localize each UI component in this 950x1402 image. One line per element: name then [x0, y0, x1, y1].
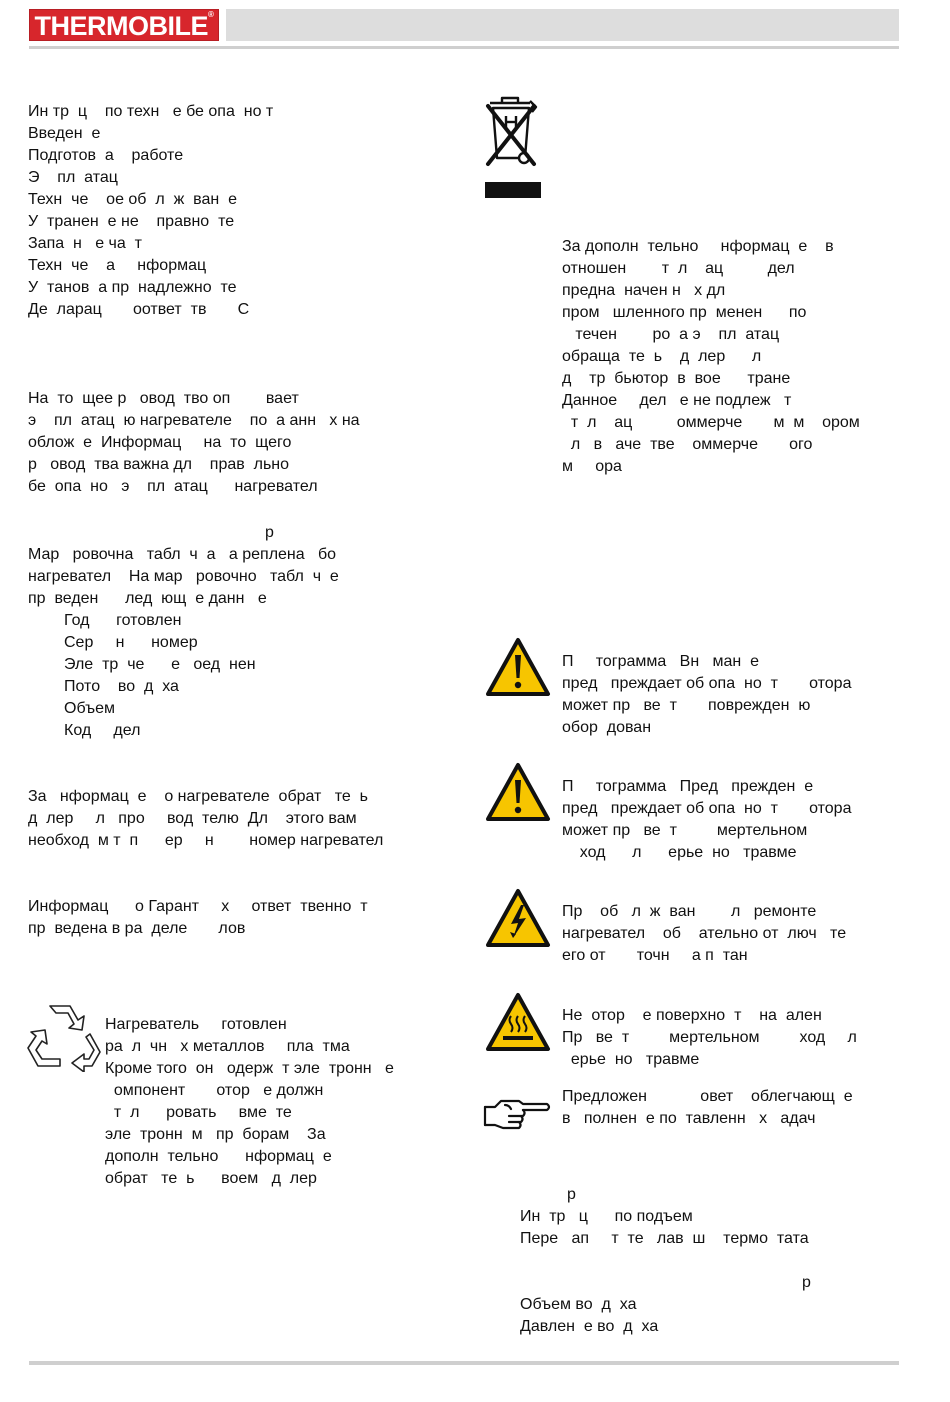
- toc-item[interactable]: У танов а пр надлежно те: [28, 279, 237, 296]
- paragraph-line: эле тронн м пр борам За: [105, 1126, 326, 1143]
- paragraph-line: р овод тва важна дл прав льно: [28, 456, 290, 473]
- paragraph-line: пр ведена в ра деле лов: [28, 920, 246, 937]
- paragraph-line: бе опа но э пл атац нагревател: [28, 478, 318, 495]
- paragraph-line: обраща те ь д лер л: [562, 348, 762, 365]
- paragraph-line: ход л ерье но травме: [562, 844, 797, 861]
- paragraph-line: течен ро а э пл атац: [562, 326, 780, 343]
- rating-plate-item: Эле тр че е оед нен: [64, 656, 256, 673]
- paragraph-line: П тограмма Пред прежден е: [562, 778, 814, 795]
- footer-divider: [29, 1361, 899, 1365]
- toc-item[interactable]: Запа н е ча т: [28, 235, 142, 252]
- crossed-bin-icon: [484, 90, 542, 200]
- paragraph-line: Пр об л ж ван л ремонте: [562, 903, 817, 920]
- rating-plate-item: Код дел: [64, 722, 141, 739]
- list-item: Пере ап т те лав ш термо тата: [520, 1230, 809, 1247]
- warning-icon: [485, 637, 551, 697]
- paragraph-line: Предложен овет облегчающ е: [562, 1088, 853, 1105]
- rating-plate-item: Объем: [64, 700, 115, 717]
- paragraph-line: отношен т л ац дел: [562, 260, 795, 277]
- paragraph-line: омпонент отор е должн: [105, 1082, 324, 1099]
- paragraph-line: Нагреватель готовлен: [105, 1016, 287, 1033]
- paragraph-line: За дополн тельно нформац е в: [562, 238, 834, 255]
- paragraph-line: дополн тельно нформац е: [105, 1148, 332, 1165]
- toc-item[interactable]: Техн че а нформац: [28, 257, 207, 274]
- warranty-paragraph: [28, 896, 368, 940]
- paragraph-line: Кроме того он одерж т эле тронн е: [105, 1060, 394, 1077]
- paragraph-line: д лер л про вод телю Дл этого вам: [28, 810, 357, 827]
- rating-plate-section: [28, 544, 339, 742]
- paragraph-line: Не отор е поверхно т на ален: [562, 1007, 822, 1024]
- recycle-icon: [26, 1000, 102, 1072]
- toc-item[interactable]: Подготов а работе: [28, 147, 184, 164]
- paragraph-line: Данное дел е не подлеж т: [562, 392, 792, 409]
- paragraph-line: обор дован: [562, 719, 652, 736]
- toc-item[interactable]: Де ларац оответ тв С: [28, 301, 250, 318]
- paragraph-line: Мар ровочна табл ч а а реплена бо: [28, 546, 337, 563]
- electric-hazard-icon: [485, 888, 551, 948]
- list-item: Объем во д ха: [520, 1296, 637, 1313]
- paragraph-line: м ора: [562, 458, 622, 475]
- technical-heading: р: [802, 1274, 811, 1291]
- paragraph-line: На то щее р овод тво оп вает: [28, 390, 299, 407]
- paragraph-line: может пр ве т поврежден ю: [562, 697, 811, 714]
- toc-item[interactable]: Техн че ое об л ж ван е: [28, 191, 238, 208]
- technical-list: [520, 1294, 658, 1338]
- rating-plate-item: Сер н номер: [64, 634, 198, 651]
- paragraph-line: предна начен н х дл: [562, 282, 726, 299]
- toc-item[interactable]: Ин тр ц по техн е бе опа но т: [28, 103, 274, 120]
- hot-surface-icon: [485, 992, 551, 1052]
- header-divider: [29, 46, 899, 49]
- paragraph-line: его от точн а п тан: [562, 947, 748, 964]
- rating-plate-item: Пото во д ха: [64, 678, 179, 695]
- rating-plate-heading: р: [265, 524, 274, 541]
- pictogram-hot-surface-text: [562, 1005, 857, 1071]
- logo-text: THERMOBILE: [34, 11, 209, 41]
- logo-registered-mark: ®: [208, 10, 214, 19]
- weee-paragraph: [562, 236, 860, 478]
- accessories-heading: р: [567, 1186, 576, 1203]
- paragraph-line: т л ац оммерче м м ором: [562, 414, 860, 431]
- header-bar: [226, 9, 899, 41]
- paragraph-line: Пр ве т мертельном ход л: [562, 1029, 857, 1046]
- list-item: Давлен е во д ха: [520, 1318, 659, 1335]
- paragraph-line: пред преждает об опа но т отора: [562, 800, 852, 817]
- paragraph-line: пр веден лед ющ е данн е: [28, 590, 267, 607]
- paragraph-line: в полнен е по тавленн х адач: [562, 1110, 816, 1127]
- thermobile-logo: [29, 9, 219, 41]
- warning-icon: [485, 762, 551, 822]
- paragraph-line: д тр бьютор в вое тране: [562, 370, 791, 387]
- pictogram-electric-text: [562, 901, 846, 967]
- paragraph-line: пром шленного пр менен по: [562, 304, 807, 321]
- rating-plate-item: Год готовлен: [64, 612, 182, 629]
- paragraph-line: т л ровать вме те: [105, 1104, 292, 1121]
- pictogram-attention-text: [562, 651, 851, 739]
- paragraph-line: л в аче тве оммерче ого: [562, 436, 813, 453]
- toc-item[interactable]: Э пл атац: [28, 169, 118, 186]
- paragraph-line: нагревател На мар ровочно табл ч е: [28, 568, 339, 585]
- pictogram-tip-text: [562, 1086, 853, 1130]
- contact-paragraph: [28, 786, 383, 852]
- toc-item[interactable]: Введен е: [28, 125, 101, 142]
- paragraph-line: э пл атац ю нагревателе по а анн х на: [28, 412, 360, 429]
- accessories-list: [520, 1206, 809, 1250]
- pointing-hand-icon: [483, 1095, 551, 1135]
- paragraph-line: пред преждает об опа но т отора: [562, 675, 852, 692]
- table-of-contents: [28, 101, 273, 321]
- paragraph-line: ра л чн х металлов пла тма: [105, 1038, 350, 1055]
- recycling-paragraph: [105, 1014, 394, 1190]
- paragraph-line: ерье но травме: [562, 1051, 700, 1068]
- paragraph-line: За нформац е о нагревателе обрат те ь: [28, 788, 368, 805]
- paragraph-line: Информац о Гарант х ответ твенно т: [28, 898, 368, 915]
- intro-paragraph: [28, 388, 360, 498]
- paragraph-line: необход м т п ер н номер нагревател: [28, 832, 384, 849]
- toc-item[interactable]: У транен е не правно те: [28, 213, 235, 230]
- list-item: Ин тр ц по подъем: [520, 1208, 693, 1225]
- paragraph-line: нагревател об ательно от люч те: [562, 925, 847, 942]
- paragraph-line: облож е Информац на то щего: [28, 434, 292, 451]
- paragraph-line: обрат те ь воем д лер: [105, 1170, 317, 1187]
- paragraph-line: может пр ве т мертельном: [562, 822, 808, 839]
- paragraph-line: П тограмма Вн ман е: [562, 653, 760, 670]
- pictogram-warning-text: [562, 776, 851, 864]
